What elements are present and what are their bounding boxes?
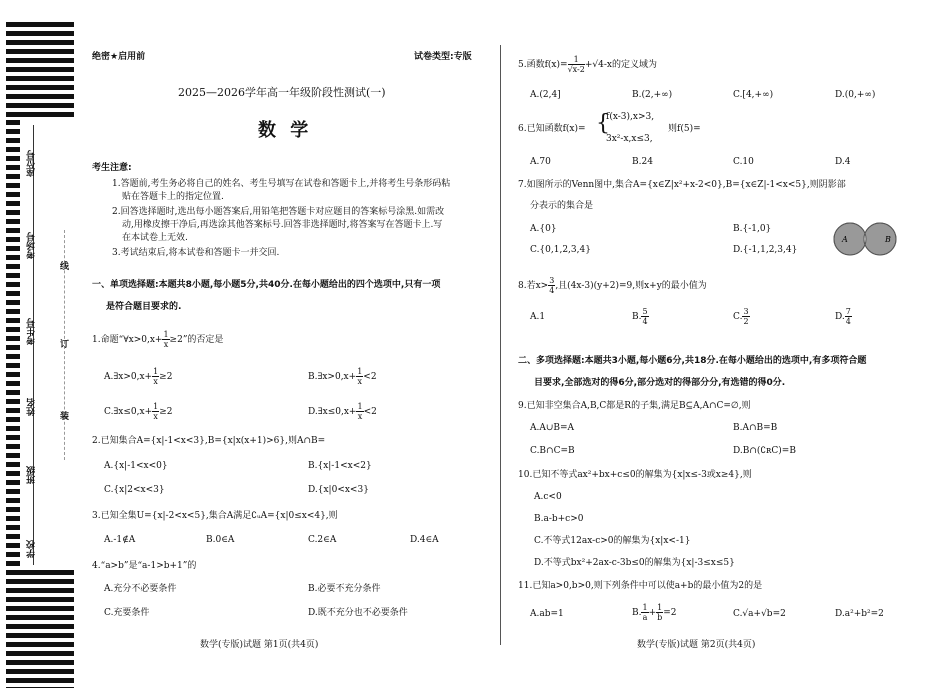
binding-stripe (6, 192, 20, 197)
q6-brace: { (596, 111, 610, 136)
paper-type: 试卷类型:专版 (414, 52, 472, 62)
binding-stripe (6, 318, 20, 323)
binding-stripe (6, 219, 20, 224)
name-label: 姓名 (27, 398, 37, 416)
q2-option-d: D.{x|0<x<3} (308, 485, 369, 495)
section1-heading-cont: 是符合题目要求的. (106, 302, 182, 312)
q7-stem: 7.如图所示的Venn图中,集合A={x∈Z|x²+x-2<0},B={x∈Z|-1<x<5},则阴影部 (518, 180, 846, 190)
notice-line: 贴在答题卡上的指定位置. (122, 192, 224, 202)
binding-stripe (6, 552, 20, 557)
binding-stripe (6, 525, 20, 530)
q4-stem: 4.“a>b”是“a-1>b+1”的 (92, 561, 197, 571)
q6-option-d: D.4 (835, 157, 851, 167)
binding-line (33, 125, 34, 565)
binding-stripe (6, 651, 74, 656)
binding-stripe (6, 633, 74, 638)
section2-heading-cont: 目要求,全部选对的得6分,部分选对的得部分分,有选错的得0分. (534, 378, 786, 388)
exam-title: 2025—2026学年高一年级阶段性测试(一) (178, 86, 386, 99)
binding-stripe (6, 579, 74, 584)
venn-label-a: A (842, 235, 848, 244)
binding-stripe (6, 660, 74, 665)
binding-stripe (6, 40, 74, 45)
binding-stripe (6, 516, 20, 521)
footer-left: 数学(专版)试题 第1页(共4页) (200, 640, 319, 650)
binding-stripe (6, 210, 20, 215)
binding-stripe (6, 138, 20, 143)
notice-line: 3.考试结束后,将本试卷和答题卡一并交回. (112, 248, 280, 258)
q8-option-d: D. $\frac{7}{4}$ (835, 307, 851, 326)
binding-stripe (6, 165, 20, 170)
binding-stripe (6, 246, 20, 251)
binding-stripe (6, 85, 74, 90)
q5-option-d: D.(0,+∞) (835, 90, 876, 100)
binding-stripe (6, 103, 74, 108)
binding-stripe (6, 444, 20, 449)
section2-heading: 二、多项选择题:本题共3小题,每小题6分,共18分.在每小题给出的选项中,有多项符合题 (518, 356, 867, 366)
cut-mark-line: 线 (60, 262, 70, 272)
binding-stripe (6, 291, 20, 296)
binding-stripe (6, 669, 74, 674)
binding-stripe (6, 201, 20, 206)
binding-stripe (6, 174, 20, 179)
secret-label: 绝密★启用前 (92, 52, 146, 62)
q6-case-1: f(x-3),x>3, (606, 112, 655, 122)
binding-stripe (6, 426, 20, 431)
q4-option-d: D.既不充分也不必要条件 (308, 608, 408, 618)
room-label: 考场号 (27, 232, 37, 259)
binding-stripe (6, 606, 74, 611)
q6-tail: 则f(5)= (668, 124, 701, 134)
binding-stripe (6, 22, 74, 27)
column-divider (500, 45, 501, 645)
q9-option-b: B.A∩B=B (733, 423, 778, 433)
binding-stripe (6, 354, 20, 359)
binding-stripe (6, 255, 20, 260)
cut-mark-bind: 装 (60, 412, 70, 422)
q7-option-b: B.{-1,0} (733, 224, 772, 234)
q4-option-b: B.必要不充分条件 (308, 584, 381, 594)
binding-stripe (6, 498, 20, 503)
section1-heading: 一、单项选择题:本题共8小题,每小题5分,共40分.在每小题给出的四个选项中,只有一项 (92, 280, 441, 290)
q3-stem: 3.已知全集U={x|-2<x<5},集合A满足∁ᵤA={x|0≤x<4},则 (92, 511, 338, 521)
binding-stripe (6, 183, 20, 188)
examno-label: 考生号 (27, 318, 37, 345)
binding-stripe (6, 120, 20, 125)
q8-option-b: B. $\frac{5}{4}$ (632, 307, 648, 326)
q11-option-b: B. $\frac{1}{a}$ + $\frac{1}{b}$ =2 (632, 603, 677, 622)
q4-option-a: A.充分不必要条件 (104, 584, 177, 594)
q6-option-c: C.10 (733, 157, 754, 167)
binding-stripe (6, 282, 20, 287)
q5-option-b: B.(2,+∞) (632, 90, 673, 100)
q3-option-c: C.2∈A (308, 535, 337, 545)
q6-option-b: B.24 (632, 157, 653, 167)
binding-stripe (6, 147, 20, 152)
q5-stem: 5.函数f(x)= $\frac{1}{√x-2}$ +√4-x的定义域为 (518, 55, 657, 74)
q10-option-c: C.不等式12ax-c>0的解集为{x|x<-1} (534, 536, 691, 546)
q2-option-b: B.{x|-1<x<2} (308, 461, 372, 471)
q2-stem: 2.已知集合A={x|-1<x<3},B={x|x(x+1)>6},则A∩B= (92, 436, 326, 446)
binding-stripe (6, 489, 20, 494)
notice-title: 考生注意: (92, 163, 132, 173)
binding-stripe (6, 49, 74, 54)
q5-option-a: A.(2,4] (530, 90, 561, 100)
binding-stripe (6, 561, 20, 566)
q7-option-a: A.{0} (530, 224, 557, 234)
binding-stripe (6, 678, 74, 683)
binding-stripe (6, 76, 74, 81)
class-label: 班级 (27, 466, 37, 484)
q3-option-d: D.4∈A (410, 535, 439, 545)
q1-option-a: A.∃x>0,x+ $\frac{1}{x}$ ≥2 (104, 367, 173, 386)
binding-stripe (6, 435, 20, 440)
binding-stripe (6, 381, 20, 386)
binding-stripe (6, 345, 20, 350)
binding-stripe (6, 129, 20, 134)
school-label: 学校 (27, 540, 37, 558)
q8-option-c: C. $\frac{3}{2}$ (733, 307, 749, 326)
q4-option-c: C.充要条件 (104, 608, 150, 618)
q7-option-c: C.{0,1,2,3,4} (530, 245, 591, 255)
q5-option-c: C.[4,+∞) (733, 90, 774, 100)
q10-option-d: D.不等式bx²+2ax-c-3b≤0的解集为{x|-3≤x≤5} (534, 558, 735, 568)
q7-option-d: D.{-1,1,2,3,4} (733, 245, 798, 255)
q9-option-a: A.A∪B=A (530, 423, 575, 433)
binding-stripe (6, 471, 20, 476)
notice-line: 在本试卷上无效. (122, 233, 188, 243)
q6-stem: 6.已知函数f(x)= (518, 124, 586, 134)
notice-line: 动,用橡皮擦干净后,再选涂其他答案标号.回答非选择题时,将答案写在答题卡上.写 (122, 220, 443, 230)
q2-option-c: C.{x|2<x<3} (104, 485, 165, 495)
binding-stripe (6, 156, 20, 161)
cut-mark-order: 订 (60, 340, 70, 350)
q1-option-d: D.∃x≤0,x+ $\frac{1}{x}$ <2 (308, 402, 377, 421)
q11-option-d: D.a²+b²=2 (835, 609, 884, 619)
subject-title: 数 学 (258, 120, 313, 141)
binding-stripe (6, 228, 20, 233)
binding-stripe (6, 390, 20, 395)
q7-stem-cont: 分表示的集合是 (530, 201, 594, 211)
q3-option-b: B.0∈A (206, 535, 235, 545)
binding-stripe (6, 399, 20, 404)
binding-stripe (6, 363, 20, 368)
binding-stripe (6, 480, 20, 485)
q10-option-a: A.c<0 (534, 492, 562, 502)
binding-stripe (6, 543, 20, 548)
binding-stripe (6, 507, 20, 512)
q8-option-a: A.1 (530, 312, 546, 322)
venn-diagram (822, 221, 908, 257)
binding-stripe (6, 300, 20, 305)
notice-line: 2.回答选择题时,选出每小题答案后,用铅笔把答题卡对应题目的答案标号涂黑.如需改 (112, 207, 445, 217)
binding-stripe (6, 534, 20, 539)
notice-line: 1.答题前,考生务必将自己的姓名、考生号填写在试卷和答题卡上,并将考生号条形码粘 (112, 179, 451, 189)
q9-stem: 9.已知非空集合A,B,C都是R的子集,满足B⊆A,A∩C=∅,则 (518, 401, 751, 411)
binding-stripe (6, 327, 20, 332)
q1-option-c: C.∃x≤0,x+ $\frac{1}{x}$ ≥2 (104, 402, 173, 421)
q8-stem: 8.若x> $\frac{3}{4}$ ,且(4x-3)(y+2)=9,则x+y的最小值为 (518, 276, 707, 295)
binding-stripe (6, 237, 20, 242)
binding-stripe (6, 67, 74, 72)
binding-stripe (6, 624, 74, 629)
binding-stripe (6, 309, 20, 314)
q2-option-a: A.{x|-1<x<0} (104, 461, 168, 471)
binding-stripe (6, 615, 74, 620)
binding-stripe (6, 58, 74, 63)
binding-stripe (6, 642, 74, 647)
q1-stem: 1.命题“∀x>0,x+ $\frac{1}{x}$ ≥2”的否定是 (92, 330, 224, 349)
q1-option-b: B.∃x>0,x+ $\frac{1}{x}$ <2 (308, 367, 377, 386)
binding-stripe (6, 372, 20, 377)
binding-stripe (6, 453, 20, 458)
binding-stripe (6, 588, 74, 593)
binding-stripe (6, 273, 20, 278)
binding-stripe (6, 462, 20, 467)
footer-right: 数学(专版)试题 第2页(共4页) (637, 640, 756, 650)
q11-option-a: A.ab=1 (530, 609, 564, 619)
binding-stripe (6, 31, 74, 36)
binding-stripe (6, 264, 20, 269)
q9-option-d: D.B∩(∁ʀC)=B (733, 446, 796, 456)
q10-option-b: B.a-b+c>0 (534, 514, 584, 524)
binding-stripe (6, 417, 20, 422)
q11-stem: 11.已知a>0,b>0,则下列条件中可以使a+b的最小值为2的是 (518, 581, 763, 591)
q3-option-a: A.-1∉A (104, 535, 136, 545)
binding-stripe (6, 94, 74, 99)
q6-case-2: 3x²-x,x≤3, (606, 134, 653, 144)
q11-option-c: C.√a+√b=2 (733, 609, 786, 619)
binding-stripe (6, 112, 74, 117)
q9-option-c: C.B∩C=B (530, 446, 575, 456)
q10-stem: 10.已知不等式ax²+bx+c≤0的解集为{x|x≤-3或x≥4},则 (518, 470, 752, 480)
binding-stripe (6, 597, 74, 602)
q6-option-a: A.70 (530, 157, 551, 167)
venn-label-b: B (885, 235, 891, 244)
binding-stripe (6, 408, 20, 413)
binding-stripe (6, 570, 74, 575)
seat-label: 座位号 (27, 150, 37, 177)
binding-stripe (6, 336, 20, 341)
